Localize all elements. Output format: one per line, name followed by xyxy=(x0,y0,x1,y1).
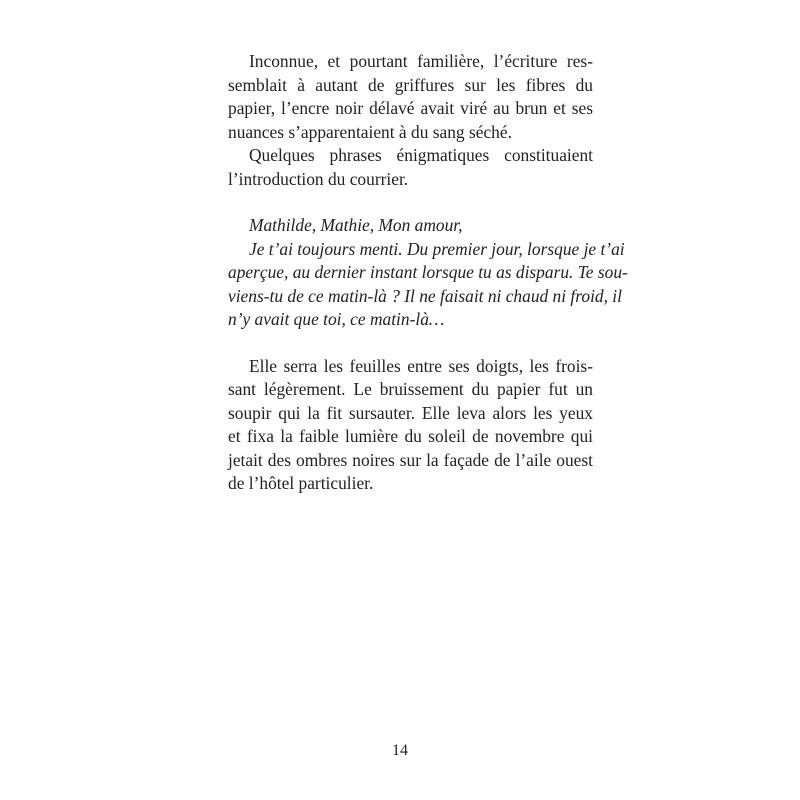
text-line: semblait à autant de griffures sur les fibres du xyxy=(228,74,593,95)
text-line: Inconnue, et pourtant familière, l’écriture res- xyxy=(249,51,593,71)
paragraph-1 xyxy=(228,50,593,144)
text-line: Je t’ai toujours menti. Du premier jour, lorsque je t’ai xyxy=(249,238,625,259)
quoted-letter xyxy=(228,214,628,332)
text-line: sant légèrement. Le bruissement du papier fut un xyxy=(228,379,593,399)
text-line: nuances s’apparentaient à du sang séché. xyxy=(228,121,512,142)
text-line: l’introduction du courrier. xyxy=(228,168,409,189)
paragraph-3 xyxy=(228,355,593,496)
text-line: aperçue, au dernier instant lorsque tu as disparu. Te sou- xyxy=(228,262,628,282)
letter-salutation xyxy=(228,214,593,238)
text-line: papier, l’encre noir délavé avait viré au brun et ses xyxy=(228,98,593,118)
text-line: Mathilde, Mathie, Mon amour, xyxy=(249,215,463,235)
letter-body xyxy=(228,238,628,332)
text-line: n’y avait que toi, ce matin-là… xyxy=(228,309,445,329)
text-line: jetait des ombres noires sur la façade de l’aile ouest xyxy=(228,449,593,470)
text-line: Elle serra les feuilles entre ses doigts, les frois- xyxy=(249,355,593,376)
text-line: soupir qui la fit sursauter. Elle leva alors les yeux xyxy=(228,402,593,423)
text-line: Quelques phrases énigmatiques constituaient xyxy=(249,145,593,165)
page-number: 14 xyxy=(392,742,408,759)
text-line: de l’hôtel particulier. xyxy=(228,473,374,493)
page-text xyxy=(228,50,628,496)
text-line: et fixa la faible lumière du soleil de novembre qui xyxy=(228,426,593,446)
text-line: viens-tu de ce matin-là ? Il ne faisait ni chaud ni froid, il xyxy=(228,285,622,306)
paragraph-2 xyxy=(228,144,593,191)
